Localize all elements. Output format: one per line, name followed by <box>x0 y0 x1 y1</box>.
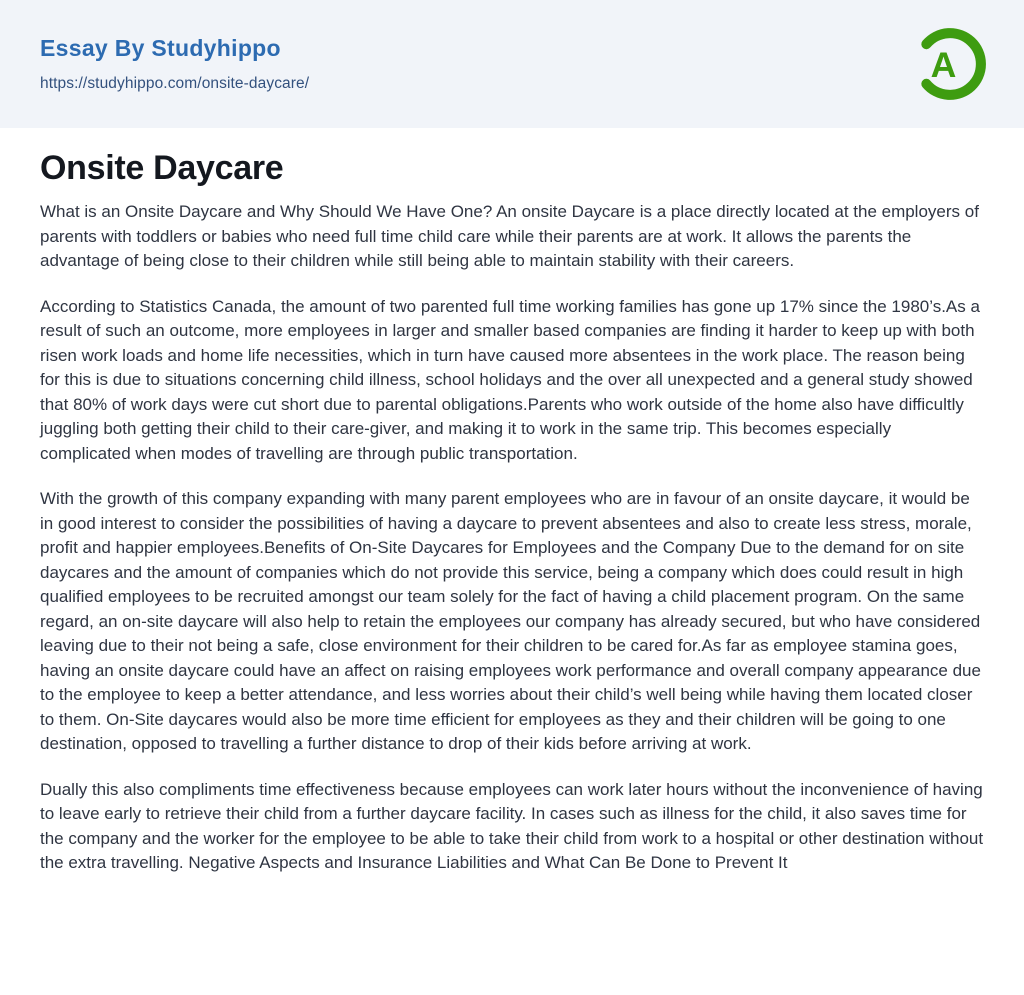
essay-title: Onsite Daycare <box>40 149 284 187</box>
studyhippo-logo-icon <box>912 26 988 102</box>
essay-paragraph-intro: What is an Onsite Daycare and Why Should We Have One? An onsite Daycare is a place directly located at the employers of parents with toddlers or babies who need full time child care while their parents are at work. It allows the parents the advantage of being close to their children while still being able to maintain stability with their careers. <box>40 202 979 270</box>
essay-paragraph-time-effectiveness: Dually this also compliments time effectiveness because employees can work later hours without the inconvenience of having to leave early to retrieve their child from a further daycare facility. In cases such as illness for the child, it also saves time for the company and the worker for the employee to be able to take their child from work to a hospital or other destination without the extra travelling. Negative Aspects and Insurance Liabilities and What Can Be Done to Prevent It <box>40 779 984 872</box>
logo-letter: A <box>930 45 957 86</box>
essay-content <box>0 128 1024 937</box>
page-header <box>0 0 1024 128</box>
header-text-block <box>40 35 309 93</box>
site-title: Essay By Studyhippo <box>40 35 281 61</box>
essay-paragraph-benefits: With the growth of this company expanding with many parent employees who are in favour of an onsite daycare, it would be in good interest to consider the possibilities of having a daycare to prevent absentees and also to create less stress, morale, profit and happier employees.Benefits of On-Site Daycares for Employees and the Company Due to the demand for on site daycares and the amount of companies which do not provide this service, being a company which does could result in high qualified employees to be recruited amongst our team solely for the fact of having a child placement program. On the same regard, an on-site daycare will also help to retain the employees our company has already secured, but who have considered leaving due to their not being a safe, close environment for their children to be cared for.As far as employee stamina goes, having an onsite daycare could have an affect on raising employees work performance and overall company appearance due to the employee to keep a better attendance, and less worries about their child’s well being while having them located closer to them. On-Site daycares would also be more time efficient for employees as they and their children will be going to one destination, opposed to travelling a further distance to drop of their kids before arriving at work. <box>40 489 981 753</box>
essay-url-link[interactable]: https://studyhippo.com/onsite-daycare/ <box>40 75 310 92</box>
essay-paragraph-statistics: According to Statistics Canada, the amount of two parented full time working families has gone up 17% since the 1980’s.As a result of such an outcome, more employees in larger and smaller based companies are finding it harder to keep up with both risen work loads and home life necessities, which in turn have caused more absentees in the work place. The reason being for this is due to situations concerning child illness, school holidays and the over all unexpected and a general study showed that 80% of work days were cut short due to parental obligations.Parents who work outside of the home also have difficultly juggling both getting their child to their care-giver, and making it to work in the same trip. This becomes especially complicated when modes of travelling are through public transportation. <box>40 296 980 463</box>
